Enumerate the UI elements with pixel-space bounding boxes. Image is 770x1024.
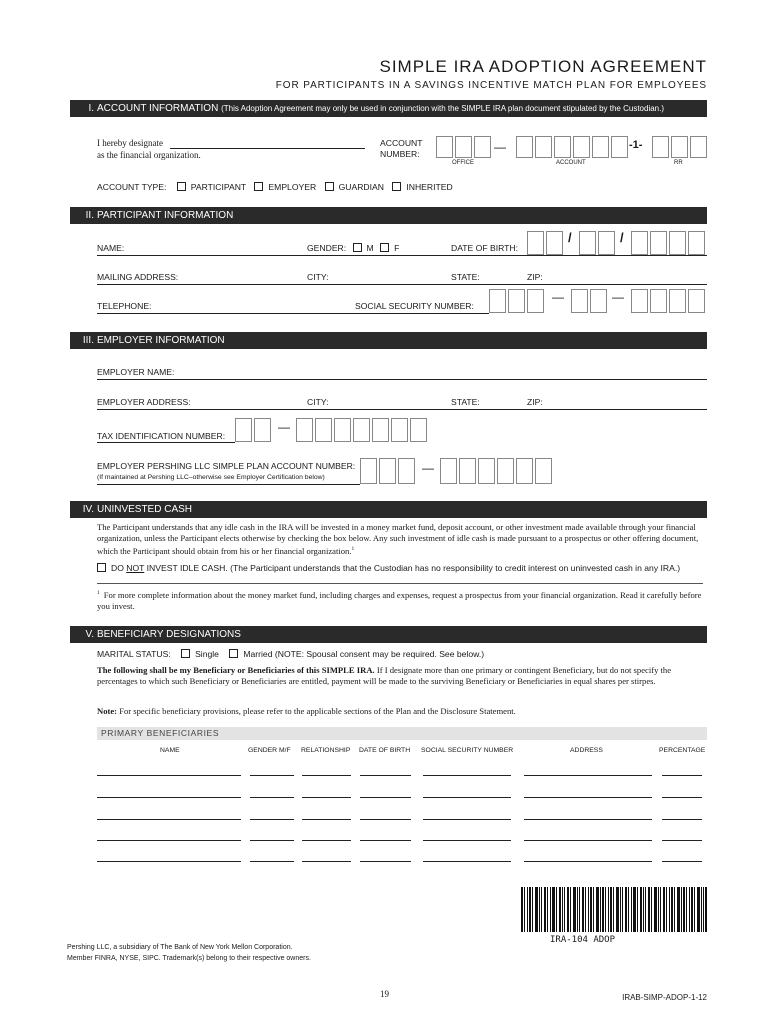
name-row-line[interactable] xyxy=(97,255,707,256)
idle-cash-paragraph: The Participant understands that any idle cash in the IRA will be invested in a money market fund, deposit account, or other investment made available through your financial organization, unless the Participant elects otherwise by checking the box below. Any such investment of idle cash is made pursuant to a prospectus or other offering document, which the Participant should obtain from his or her financial organization.$^1$ xyxy=(97,522,699,556)
employer-state-label: STATE: xyxy=(451,397,480,407)
name-label: NAME: xyxy=(97,243,125,253)
section-number: IV. xyxy=(82,504,94,515)
checkbox-icon[interactable] xyxy=(353,243,362,252)
section-title: EMPLOYER INFORMATION xyxy=(97,335,225,346)
tin-part1-boxes[interactable] xyxy=(235,418,271,442)
beneficiary-gender-field[interactable] xyxy=(250,840,294,841)
employer-address-line[interactable] xyxy=(97,409,707,410)
account-caption: ACCOUNT xyxy=(556,160,586,166)
plan-account-part2-boxes[interactable] xyxy=(440,458,551,484)
rr-boxes[interactable] xyxy=(652,136,708,158)
col-address: ADDRESS xyxy=(570,747,603,754)
beneficiary-name-field[interactable] xyxy=(97,775,241,776)
account-mid-label: -1- xyxy=(629,139,643,151)
employer-name-line[interactable] xyxy=(97,379,707,380)
checkbox-icon[interactable] xyxy=(392,182,401,191)
dob-label: DATE OF BIRTH: xyxy=(451,243,519,253)
beneficiary-paragraph: The following shall be my Beneficiary or Beneficiaries of this SIMPLE IRA. If I designate more than one primary or contingent Beneficiary, but do not specify the percentages to which such Beneficiary or Beneficiaries are entitled, payment will be made to the surviving Beneficiary or Beneficiaries in equal shares per stirpes. xyxy=(97,665,672,686)
checkbox-icon[interactable] xyxy=(181,649,190,658)
plan-account-line xyxy=(97,484,360,485)
beneficiary-address-field[interactable] xyxy=(524,797,652,798)
office-boxes[interactable] xyxy=(436,136,492,158)
beneficiary-name-field[interactable] xyxy=(97,861,241,862)
footnote-divider xyxy=(97,583,703,584)
marital-status-label: MARITAL STATUS: xyxy=(97,649,171,659)
checkbox-icon[interactable] xyxy=(229,649,238,658)
account-type-row xyxy=(97,182,453,192)
marital-single[interactable]: Single xyxy=(181,649,219,659)
plan-account-label: EMPLOYER PERSHING LLC SIMPLE PLAN ACCOUNT NUMBER: xyxy=(97,461,356,471)
section-3-header xyxy=(70,332,707,349)
ssn-dash-2: — xyxy=(612,290,624,304)
beneficiary-ssn-field[interactable] xyxy=(423,840,511,841)
designate-label-2: as the financial organization. xyxy=(97,150,201,160)
beneficiary-ssn-field[interactable] xyxy=(423,797,511,798)
beneficiary-ssn-field[interactable] xyxy=(423,775,511,776)
employer-name-label: EMPLOYER NAME: xyxy=(97,367,175,377)
checkbox-icon[interactable] xyxy=(254,182,263,191)
beneficiary-dob-field[interactable] xyxy=(360,775,411,776)
section-title: PARTICIPANT INFORMATION xyxy=(97,210,234,221)
account-number-label: ACCOUNT xyxy=(380,138,423,148)
dob-slash-2: / xyxy=(620,230,624,245)
section-1-header xyxy=(70,100,707,117)
beneficiary-dob-field[interactable] xyxy=(360,819,411,820)
tin-label: TAX IDENTIFICATION NUMBER: xyxy=(97,431,226,441)
gender-f[interactable]: F xyxy=(380,243,399,253)
beneficiary-percentage-field[interactable] xyxy=(662,861,702,862)
col-percentage: PERCENTAGE xyxy=(659,747,706,754)
type-guardian[interactable]: GUARDIAN xyxy=(325,182,384,192)
plan-account-dash: — xyxy=(422,461,434,475)
beneficiary-dob-field[interactable] xyxy=(360,797,411,798)
marital-married[interactable]: Married (NOTE: Spousal consent may be required. See below.) xyxy=(229,649,484,659)
section-title: BENEFICIARY DESIGNATIONS xyxy=(97,629,241,640)
ssn-part1-boxes[interactable] xyxy=(489,289,545,313)
beneficiary-gender-field[interactable] xyxy=(250,861,294,862)
type-employer[interactable]: EMPLOYER xyxy=(254,182,316,192)
section-4-header xyxy=(70,501,707,518)
tin-dash: — xyxy=(278,420,290,434)
dob-year-boxes[interactable] xyxy=(631,231,707,255)
account-boxes[interactable] xyxy=(516,136,627,158)
beneficiary-dob-field[interactable] xyxy=(360,840,411,841)
beneficiary-percentage-field[interactable] xyxy=(662,819,702,820)
dob-month-boxes[interactable] xyxy=(527,231,563,255)
ssn-dash-1: — xyxy=(552,290,564,304)
gender-m[interactable]: M xyxy=(353,243,374,253)
type-inherited[interactable]: INHERITED xyxy=(392,182,452,192)
ssn-part2-boxes[interactable] xyxy=(571,289,607,313)
beneficiary-relationship-field[interactable] xyxy=(302,819,351,820)
primary-beneficiaries-band xyxy=(97,727,707,740)
telephone-row-line[interactable] xyxy=(97,313,489,314)
checkbox-icon[interactable] xyxy=(97,563,106,572)
ssn-part3-boxes[interactable] xyxy=(631,289,707,313)
section-note: (This Adoption Agreement may only be used in conjunction with the SIMPLE IRA plan document stipulated by the Custodian.) xyxy=(221,104,664,113)
dob-slash-1: / xyxy=(568,230,572,245)
employer-zip-label: ZIP: xyxy=(527,397,543,407)
beneficiary-note: Note: For specific beneficiary provisions, please refer to the applicable sections of the Plan and the Disclosure Statement. xyxy=(97,706,516,716)
section-title: UNINVESTED CASH xyxy=(97,504,193,515)
col-ssn: SOCIAL SECURITY NUMBER xyxy=(421,747,514,754)
employer-city-label: CITY: xyxy=(307,397,329,407)
employer-address-label: EMPLOYER ADDRESS: xyxy=(97,397,191,407)
checkbox-icon[interactable] xyxy=(380,243,389,252)
beneficiary-relationship-field[interactable] xyxy=(302,797,351,798)
office-caption: OFFICE xyxy=(452,160,474,166)
section-5-header xyxy=(70,626,707,643)
footnote: $^1$ For more complete information about the money market fund, including charges and expenses, request a prospectus from your financial organization. Read it carefully before you invest. xyxy=(97,589,702,611)
beneficiary-relationship-field[interactable] xyxy=(302,861,351,862)
beneficiary-name-field[interactable] xyxy=(97,840,241,841)
section-number: V. xyxy=(85,629,94,640)
beneficiary-percentage-field[interactable] xyxy=(662,840,702,841)
beneficiary-percentage-field[interactable] xyxy=(662,797,702,798)
rr-caption: RR xyxy=(674,160,683,166)
section-2-header xyxy=(70,207,707,224)
beneficiary-gender-field[interactable] xyxy=(250,775,294,776)
checkbox-icon[interactable] xyxy=(325,182,334,191)
beneficiary-relationship-field[interactable] xyxy=(302,840,351,841)
financial-organization-field[interactable] xyxy=(170,148,365,149)
section-number: I. xyxy=(88,103,94,114)
city-label: CITY: xyxy=(307,272,329,282)
footnote-ref: 1 xyxy=(351,546,355,552)
beneficiary-ssn-field[interactable] xyxy=(423,819,511,820)
type-participant[interactable]: PARTICIPANT xyxy=(177,182,246,192)
marital-status-row xyxy=(97,649,484,659)
tin-line xyxy=(97,442,235,443)
beneficiary-address-field[interactable] xyxy=(524,840,652,841)
section-title: ACCOUNT INFORMATION xyxy=(97,103,219,114)
beneficiary-address-field[interactable] xyxy=(524,861,652,862)
beneficiary-name-field[interactable] xyxy=(97,797,241,798)
beneficiary-address-field[interactable] xyxy=(524,819,652,820)
col-date-of-birth: DATE OF BIRTH xyxy=(359,747,411,754)
mailing-address-label: MAILING ADDRESS: xyxy=(97,272,179,282)
page-number: 19 xyxy=(380,989,389,999)
footer-line-2: Member FINRA, NYSE, SIPC. Trademark(s) belong to their respective owners. xyxy=(67,955,311,962)
mailing-row-line[interactable] xyxy=(97,284,707,285)
primary-beneficiaries-label: PRIMARY BENEFICIARIES xyxy=(101,728,220,738)
form-id: IRAB-SIMP-ADOP-1-12 xyxy=(622,993,707,1002)
section-number: III. xyxy=(82,335,94,346)
barcode-image xyxy=(521,887,707,932)
do-not-invest-option[interactable]: DO NOT INVEST IDLE CASH. (The Participant understands that the Custodian has no responsibility to credit interest on uninvested cash in any IRA.) xyxy=(97,563,680,573)
footer-line-1: Pershing LLC, a subsidiary of The Bank of New York Mellon Corporation. xyxy=(67,944,293,951)
account-type-label: ACCOUNT TYPE: xyxy=(97,182,167,192)
barcode-text: IRA-104 ADOP xyxy=(550,935,616,945)
checkbox-icon[interactable] xyxy=(177,182,186,191)
state-label: STATE: xyxy=(451,272,480,282)
beneficiary-relationship-field[interactable] xyxy=(302,775,351,776)
beneficiary-dob-field[interactable] xyxy=(360,861,411,862)
plan-account-note: (If maintained at Pershing LLC–otherwise see Employer Certification below) xyxy=(97,474,325,481)
col-relationship: RELATIONSHIP xyxy=(301,747,351,754)
beneficiary-percentage-field[interactable] xyxy=(662,775,702,776)
beneficiary-ssn-field[interactable] xyxy=(423,861,511,862)
document-title: SIMPLE IRA ADOPTION AGREEMENT xyxy=(379,57,707,76)
col-gender: GENDER M/F xyxy=(248,747,291,754)
account-number-label-2: NUMBER: xyxy=(380,149,420,159)
tin-part2-boxes[interactable] xyxy=(296,418,432,442)
beneficiary-gender-field[interactable] xyxy=(250,819,294,820)
account-dash: — xyxy=(494,140,506,154)
designate-label: I hereby designate xyxy=(97,138,163,148)
col-name: NAME xyxy=(160,747,180,754)
gender-label: GENDER: M F xyxy=(307,243,400,253)
beneficiary-gender-field[interactable] xyxy=(250,797,294,798)
document-subtitle: FOR PARTICIPANTS IN A SAVINGS INCENTIVE MATCH PLAN FOR EMPLOYEES xyxy=(275,80,707,91)
beneficiary-address-field[interactable] xyxy=(524,775,652,776)
telephone-label: TELEPHONE: xyxy=(97,301,152,311)
section-number: II. xyxy=(85,210,94,221)
plan-account-part1-boxes[interactable] xyxy=(360,458,416,484)
dob-day-boxes[interactable] xyxy=(579,231,615,255)
ssn-label: SOCIAL SECURITY NUMBER: xyxy=(355,301,474,311)
beneficiary-name-field[interactable] xyxy=(97,819,241,820)
zip-label: ZIP: xyxy=(527,272,543,282)
